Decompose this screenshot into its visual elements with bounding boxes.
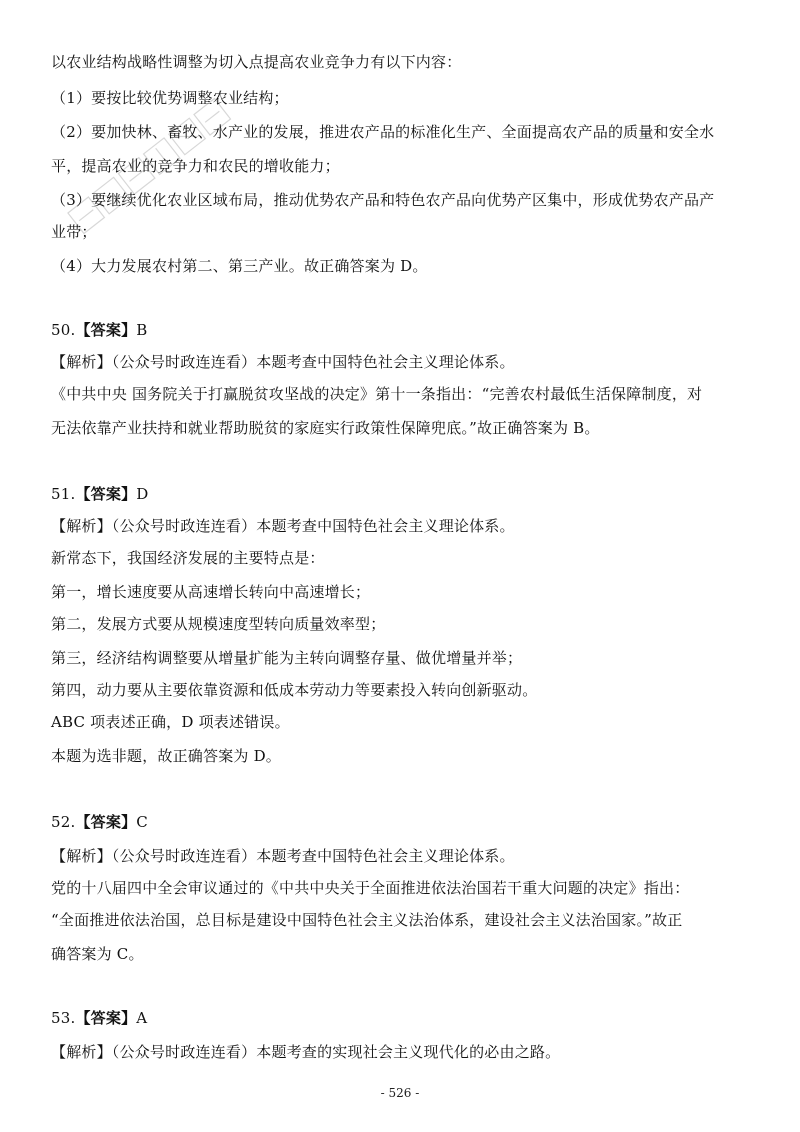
q53-answer-heading [51,1008,770,1028]
intro-line-5: 业带； [51,223,97,241]
q51-analysis-line-4: 第二，发展方式要从规模速度型转向质量效率型； [51,615,386,633]
q51-analysis-line-3: 第一，增长速度要从高速增长转向中高速增长； [51,583,371,601]
q52-analysis-line-2: 党的十八届四中全会审议通过的《中共中央关于全面推进依法治国若干重大问题的决定》指出： [51,879,690,897]
q53-answer-key: 【答案】 [75,1009,137,1027]
q50-answer-letter: B [136,321,148,339]
page-number: - 526 - [380,1086,420,1100]
q53-number: 53. [51,1009,76,1027]
q51-analysis-line-5: 第三，经济结构调整要从增量扩能为主转向调整存量、做优增量并举； [51,649,523,667]
q51-answer-letter: D [136,485,149,503]
q52-analysis-line-4: 确答案为 C。 [51,945,144,963]
q53-analysis-line-1: 【解析】（公众号时政连连看）本题考查的实现社会主义现代化的必由之路。 [51,1043,561,1061]
q52-analysis-line-3: “全面推进依法治国，总目标是建设中国特色社会主义法治体系，建设社会主义法治国家。”故正 [51,911,683,929]
q51-analysis-line-7: ABC 项表述正确，D 项表述错误。 [51,713,290,731]
q52-answer-key: 【答案】 [75,813,137,831]
q50-answer-key: 【答案】 [75,321,137,339]
q51-analysis-line-2: 新常态下，我国经济发展的主要特点是： [51,549,325,567]
q53-answer-letter: A [136,1009,148,1027]
q50-analysis-line-2: 《中共中央 国务院关于打赢脱贫攻坚战的决定》第十一条指出：“完善农村最低生活保障制度，对 [51,385,703,403]
intro-line-6: （4）大力发展农村第二、第三产业。故正确答案为 D。 [51,257,428,275]
q51-answer-heading [51,484,770,504]
q50-analysis-line-1: 【解析】（公众号时政连连看）本题考查中国特色社会主义理论体系。 [51,353,515,371]
q50-analysis-line-3: 无法依靠产业扶持和就业帮助脱贫的家庭实行政策性保障兜底。”故正确答案为 B。 [51,419,600,437]
q51-analysis-line-6: 第四，动力要从主要依靠资源和低成本劳动力等要素投入转向创新驱动。 [51,681,538,699]
q51-analysis-line-1: 【解析】（公众号时政连连看）本题考查中国特色社会主义理论体系。 [51,517,515,535]
intro-line-2: （2）要加快林、畜牧、水产业的发展，推进农产品的标准化生产、全面提高农产品的质量和安全水 [51,123,715,141]
q50-number: 50. [51,321,76,339]
q52-analysis-line-1: 【解析】（公众号时政连连看）本题考查中国特色社会主义理论体系。 [51,847,515,865]
q52-answer-letter: C [136,813,148,831]
q50-answer-heading [51,320,770,340]
q52-answer-heading [51,812,770,832]
q52-number: 52. [51,813,76,831]
q51-answer-key: 【答案】 [75,485,137,503]
intro-line-1: （1）要按比较优势调整农业结构； [51,89,289,107]
q51-number: 51. [51,485,76,503]
intro-line-4: （3）要继续优化农业区域布局，推动优势农产品和特色农产品向优势产区集中，形成优势农产品产 [51,191,715,209]
intro-line-3: 平，提高农业的竞争力和农民的增收能力； [51,157,340,175]
intro-line-0: 以农业结构战略性调整为切入点提高农业竞争力有以下内容： [51,53,462,71]
q51-analysis-line-8: 本题为选非题，故正确答案为 D。 [51,747,281,765]
